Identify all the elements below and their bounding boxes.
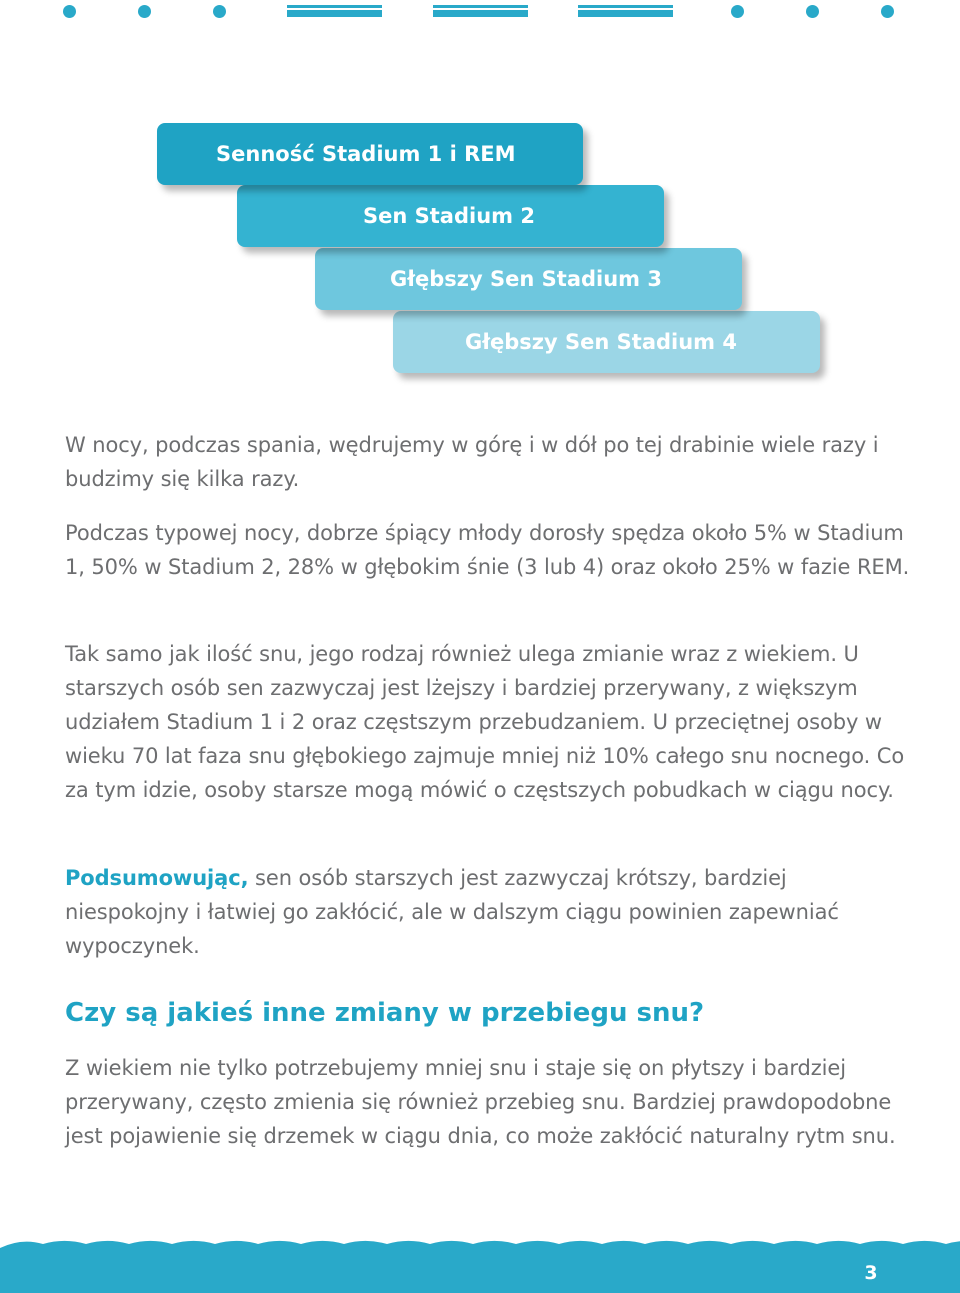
decor-dot [138, 5, 151, 18]
step-sleep-2 [237, 185, 664, 247]
decor-dash [287, 5, 382, 17]
wave-footer [0, 1222, 960, 1293]
decor-dot [806, 5, 819, 18]
paragraph-sleep-ladder: W nocy, podczas spania, wędrujemy w górę i w dół po tej drabinie wiele razy i budzimy się kilka razy. [65, 433, 879, 491]
step-label: Sen Stadium 2 [363, 204, 535, 228]
step-drowsiness-1-rem [157, 123, 583, 185]
decor-dash [578, 5, 673, 17]
decor-dot [881, 5, 894, 18]
step-label: Senność Stadium 1 i REM [216, 142, 516, 166]
paragraph-other-changes: Z wiekiem nie tylko potrzebujemy mniej snu i staje się on płytszy i bardziej przerywany, często zmienia się również przebieg snu. Bardziej prawdopodobne jest pojawienie się drzemek w ciągu dnia, co może zakłócić naturalny rytm snu. [65, 1056, 896, 1148]
step-deep-sleep-4 [393, 311, 820, 373]
step-deep-sleep-3 [315, 248, 742, 310]
page-number: 3 [864, 1262, 878, 1284]
summary-text: sen osób starszych jest zazwyczaj krótszy, bardziej niespokojny i łatwiej go zakłócić, ale w dalszym ciągu powinien zapewniać wypoczynek. [65, 866, 839, 958]
summary-lead: Podsumowując, [65, 866, 249, 890]
section-heading: Czy są jakieś inne zmiany w przebiegu snu? [65, 998, 705, 1028]
decor-dot [213, 5, 226, 18]
step-label: Głębszy Sen Stadium 4 [465, 330, 737, 354]
top-decoration [0, 0, 960, 24]
step-label: Głębszy Sen Stadium 3 [390, 267, 662, 291]
paragraph-summary [65, 861, 910, 963]
paragraph-typical-night: Podczas typowej nocy, dobrze śpiący młody dorosły spędza około 5% w Stadium 1, 50% w Stadium 2, 28% w głębokim śnie (3 lub 4) oraz około 25% w fazie REM. [65, 521, 910, 579]
decor-dash [433, 5, 528, 17]
decor-dot [731, 5, 744, 18]
paragraph-age-changes: Tak samo jak ilość snu, jego rodzaj również ulega zmianie wraz z wiekiem. U starszych osób sen zazwyczaj jest lżejszy i bardziej przerywany, z większym udziałem Stadium 1 i 2 oraz częstszym przebudzaniem. U przeciętnej osoby w wieku 70 lat faza snu głębokiego zajmuje mniej niż 10% całego snu nocnego. Co za tym idzie, osoby starsze mogą mówić o częstszych pobudkach w ciągu nocy. [65, 642, 905, 802]
decor-dot [63, 5, 76, 18]
